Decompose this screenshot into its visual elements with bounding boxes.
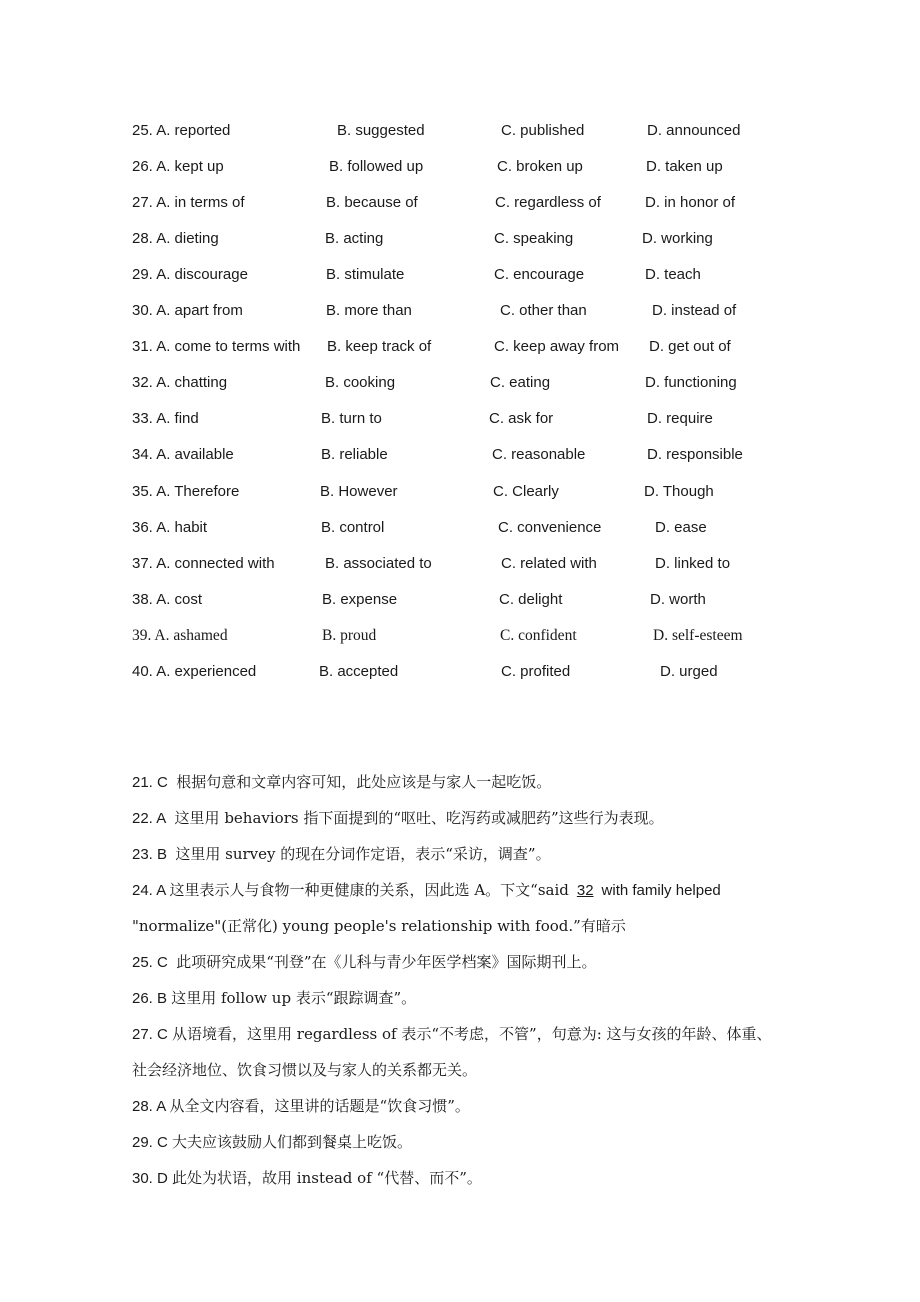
option-d: D. Though (644, 483, 714, 500)
option-c: C. related with (501, 555, 597, 572)
option-d: D. require (647, 410, 713, 427)
option-a: 38. A. cost (132, 591, 203, 608)
option-d: D. teach (645, 266, 701, 283)
option-c: C. delight (499, 591, 563, 608)
answer-key-label: 25. C (132, 954, 168, 971)
answer-key-label: 24. A (132, 882, 166, 899)
option-d: D. responsible (647, 446, 743, 463)
option-d: D. linked to (655, 555, 731, 572)
option-b: B. acting (325, 230, 384, 247)
option-a: 27. A. in terms of (132, 194, 245, 211)
answer-22 (132, 808, 797, 829)
option-c: C. reasonable (492, 446, 586, 463)
question-row-40 (0, 662, 920, 698)
answer-key-label: 23. B (132, 846, 168, 863)
option-c: C. confident (500, 627, 577, 644)
option-b: B. suggested (337, 122, 425, 139)
option-d: D. functioning (645, 374, 737, 391)
answer-text: "normalize"(正常化) young people's relationship with food.”有暗示 (132, 917, 626, 935)
answer-21 (132, 772, 797, 793)
option-b: B. turn to (321, 410, 382, 427)
option-b: B. more than (326, 302, 412, 319)
option-b: B. stimulate (326, 266, 405, 283)
option-c: C. regardless of (495, 194, 601, 211)
answer-text: 此项研究成果“刊登”在《儿科与青少年医学档案》国际期刊上。 (176, 953, 597, 971)
answer-30 (132, 1168, 797, 1189)
option-a: 40. A. experienced (132, 663, 257, 680)
question-row-33 (0, 409, 920, 445)
question-row-28 (0, 229, 920, 265)
answer-key-label: 21. C (132, 774, 168, 791)
option-b: B. proud (322, 627, 377, 644)
question-row-31 (0, 337, 920, 373)
option-a: 39. A. ashamed (132, 627, 228, 644)
question-row-26 (0, 157, 920, 193)
option-a: 31. A. come to terms with (132, 338, 301, 355)
blank-number: 32 (576, 882, 594, 899)
option-d: D. working (642, 230, 713, 247)
option-a: 28. A. dieting (132, 230, 219, 247)
option-a: 29. A. discourage (132, 266, 248, 283)
option-c: C. broken up (497, 158, 583, 175)
option-c: C. ask for (489, 410, 554, 427)
question-row-29 (0, 265, 920, 301)
answer-24 (132, 880, 797, 901)
question-row-37 (0, 554, 920, 590)
question-row-34 (0, 445, 920, 481)
answer-text: 根据句意和文章内容可知，此处应该是与家人一起吃饭。 (176, 773, 552, 791)
answer-text: 社会经济地位、饮食习惯以及与家人的关系都无关。 (132, 1061, 478, 1079)
option-a: 36. A. habit (132, 519, 208, 536)
answer-27 (132, 1024, 797, 1045)
answer-text: 从全文内容看，这里讲的话题是“饮食习惯”。 (169, 1097, 470, 1115)
option-b: B. cooking (325, 374, 396, 391)
answer-23 (132, 844, 797, 865)
option-c: C. convenience (498, 519, 602, 536)
option-a: 33. A. find (132, 410, 199, 427)
option-d: D. get out of (649, 338, 731, 355)
answer-29 (132, 1132, 797, 1153)
option-c: C. encourage (494, 266, 585, 283)
option-d: D. in honor of (645, 194, 736, 211)
option-d: D. ease (655, 519, 707, 536)
option-a: 30. A. apart from (132, 302, 243, 319)
option-c: C. keep away from (494, 338, 620, 355)
answer-text-cont: with family helped (601, 882, 721, 899)
option-b: B. expense (322, 591, 398, 608)
answer-text: 大夫应该鼓励人们都到餐桌上吃饭。 (172, 1133, 413, 1151)
question-row-39 (0, 626, 920, 662)
option-d: D. worth (650, 591, 706, 608)
answer-25 (132, 952, 797, 973)
option-a: 37. A. connected with (132, 555, 275, 572)
option-d: D. self-esteem (653, 627, 743, 644)
option-b: B. because of (326, 194, 418, 211)
option-d: D. announced (647, 122, 741, 139)
option-b: B. reliable (321, 446, 388, 463)
question-row-25 (0, 121, 920, 157)
question-row-35 (0, 482, 920, 518)
question-row-30 (0, 301, 920, 337)
option-c: C. eating (490, 374, 551, 391)
answer-key-label: 29. C (132, 1134, 168, 1151)
option-c: C. speaking (494, 230, 574, 247)
answer-text: 此处为状语，故用 instead of “代替、而不”。 (172, 1169, 482, 1187)
answer-text: 这里用 survey 的现在分词作定语，表示“采访，调查”。 (175, 845, 551, 863)
option-c: C. profited (501, 663, 571, 680)
answer-24-line2 (132, 916, 797, 937)
option-a: 35. A. Therefore (132, 483, 240, 500)
answer-key-label: 22. A (132, 810, 167, 827)
answer-text: 从语境看，这里用 regardless of 表示“不考虑，不管”，句意为: 这与女孩的年龄、体重、 (172, 1025, 772, 1043)
answer-key-label: 26. B (132, 990, 168, 1007)
question-row-38 (0, 590, 920, 626)
answer-26 (132, 988, 797, 1009)
answer-key-label: 28. A (132, 1098, 166, 1115)
option-b: B. However (320, 483, 398, 500)
option-a: 32. A. chatting (132, 374, 228, 391)
option-c: C. other than (500, 302, 587, 319)
option-d: D. taken up (646, 158, 723, 175)
answer-text: 这里用 behaviors 指下面提到的“呕吐、吃泻药或减肥药”这些行为表现。 (174, 809, 664, 827)
option-b: B. followed up (329, 158, 424, 175)
option-b: B. keep track of (327, 338, 432, 355)
question-row-32 (0, 373, 920, 409)
answer-key-label: 30. D (132, 1170, 168, 1187)
option-a: 34. A. available (132, 446, 234, 463)
option-d: D. urged (660, 663, 718, 680)
option-c: C. Clearly (493, 483, 559, 500)
option-b: B. accepted (319, 663, 399, 680)
option-b: B. associated to (325, 555, 432, 572)
answer-text: 这里表示人与食物一种更健康的关系，因此选 A。下文“said (169, 881, 569, 899)
option-a: 26. A. kept up (132, 158, 224, 175)
option-c: C. published (501, 122, 585, 139)
question-row-36 (0, 518, 920, 554)
answer-text: 这里用 follow up 表示“跟踪调查”。 (171, 989, 417, 1007)
option-d: D. instead of (652, 302, 737, 319)
answer-key-label: 27. C (132, 1026, 168, 1043)
answer-27-line2 (132, 1060, 797, 1081)
answer-28 (132, 1096, 797, 1117)
option-a: 25. A. reported (132, 122, 231, 139)
option-b: B. control (321, 519, 385, 536)
question-row-27 (0, 193, 920, 229)
